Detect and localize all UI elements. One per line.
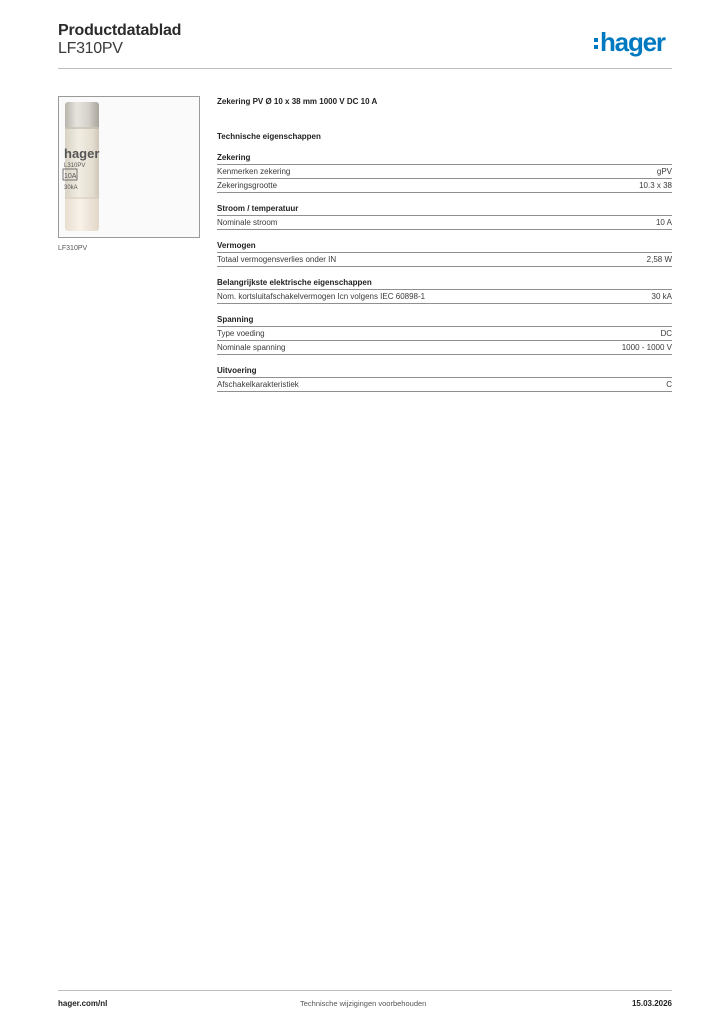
spec-value: 30 kA [651, 292, 672, 301]
spec-row [217, 327, 672, 341]
spec-row [217, 290, 672, 304]
product-image [58, 96, 200, 238]
spec-section-uitvoering [217, 366, 672, 392]
footer-website-link[interactable]: hager.com/nl [58, 999, 108, 1008]
section-title: Uitvoering [217, 366, 672, 378]
spec-row [217, 216, 672, 230]
fuse-label-model: L310PV [64, 163, 86, 169]
section-title: Zekering [217, 153, 672, 165]
spec-label: Zekeringsgrootte [217, 181, 278, 190]
fuse-illustration-icon [59, 97, 199, 237]
footer-divider [58, 990, 672, 991]
spec-label: Nominale spanning [217, 343, 286, 352]
header-divider [58, 68, 672, 69]
image-caption: LF310PV [58, 245, 88, 252]
spec-value: 10.3 x 38 [639, 181, 672, 190]
spec-value: DC [660, 329, 672, 338]
product-code: LF310PV [58, 40, 123, 57]
footer-date: 15.03.2026 [631, 999, 672, 1008]
spec-section-elektrisch [217, 278, 672, 304]
spec-content [217, 96, 672, 392]
spec-value: 2,58 W [646, 255, 672, 264]
section-title: Belangrijkste elektrische eigenschappen [217, 278, 672, 290]
spec-row [217, 179, 672, 193]
spec-label: Type voeding [217, 329, 265, 338]
fuse-label-current: 10A [64, 173, 77, 180]
spec-value: 10 A [655, 218, 672, 227]
spec-section-stroom [217, 204, 672, 230]
spec-label: Totaal vermogensverlies onder IN [217, 255, 337, 264]
spec-label: Afschakelkarakteristiek [217, 380, 299, 389]
hager-logo [594, 27, 665, 57]
spec-value: gPV [656, 167, 672, 176]
footer-notice: Technische wijzigingen voorbehouden [300, 999, 427, 1008]
spec-value: C [666, 380, 672, 389]
tech-heading: Technische eigenschappen [217, 132, 321, 141]
spec-section-vermogen [217, 241, 672, 267]
section-title: Stroom / temperatuur [217, 204, 672, 216]
section-title: Vermogen [217, 241, 672, 253]
spec-row [217, 253, 672, 267]
spec-label: Nominale stroom [217, 218, 278, 227]
product-description: Zekering PV Ø 10 x 38 mm 1000 V DC 10 A [217, 97, 378, 106]
spec-section-zekering [217, 153, 672, 193]
spec-row [217, 165, 672, 179]
section-title: Spanning [217, 315, 672, 327]
fuse-label-brand: hager [64, 146, 100, 161]
spec-value: 1000 - 1000 V [621, 343, 672, 352]
spec-section-spanning [217, 315, 672, 355]
page-title: Productdatablad [58, 22, 182, 39]
fuse-label-breaking: 30kA [64, 185, 78, 191]
spec-row [217, 378, 672, 392]
logo-text: hager [600, 27, 665, 57]
spec-row [217, 341, 672, 355]
logo-dots-icon [594, 38, 598, 49]
spec-label: Kenmerken zekering [217, 167, 291, 176]
spec-label: Nom. kortsluitafschakelvermogen Icn volgens IEC 60898-1 [217, 292, 426, 301]
